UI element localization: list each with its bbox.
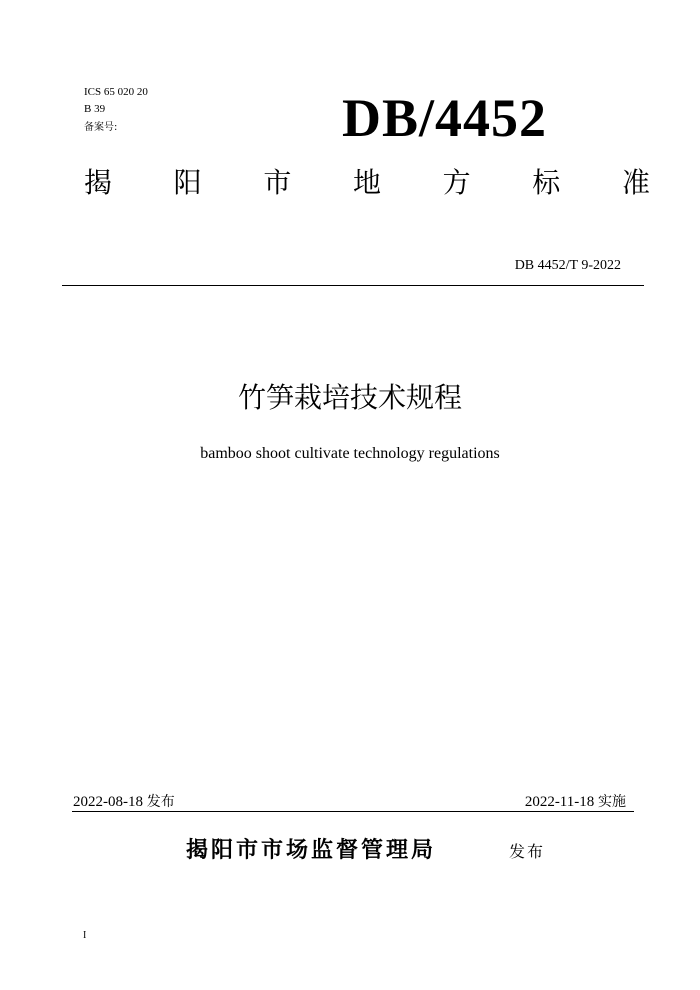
issuer-suffix: 发布 bbox=[509, 842, 546, 861]
issuer-name: 揭阳市市场监督管理局 bbox=[186, 838, 437, 863]
implement-date-value: 2022-11-18 bbox=[524, 794, 595, 810]
standard-type-char: 标 bbox=[532, 166, 561, 199]
standard-type-char: 市 bbox=[263, 166, 292, 199]
page-number: I bbox=[83, 930, 87, 941]
top-divider bbox=[62, 285, 644, 286]
publish-label: 发布 bbox=[146, 794, 175, 810]
standard-type-char: 地 bbox=[352, 166, 381, 199]
bottom-divider bbox=[72, 811, 634, 812]
record-number-label: 备案号: bbox=[84, 122, 118, 133]
title-english: bamboo shoot cultivate technology regulations bbox=[200, 445, 500, 462]
standard-type-heading bbox=[84, 165, 650, 201]
standard-type-char: 方 bbox=[442, 166, 471, 199]
standard-type-char: 阳 bbox=[173, 166, 202, 199]
standard-number: DB 4452/T 9-2022 bbox=[514, 258, 621, 273]
db-code: DB/4452 bbox=[342, 88, 548, 148]
ics-code: ICS 65 020 20 bbox=[84, 86, 148, 98]
standard-type-char: 准 bbox=[621, 166, 650, 199]
publish-date bbox=[73, 791, 175, 811]
ccs-code: B 39 bbox=[84, 103, 106, 115]
implement-date bbox=[525, 791, 626, 811]
implement-label: 实施 bbox=[598, 794, 626, 810]
publish-date-value: 2022-08-18 bbox=[73, 794, 143, 810]
standard-type-char: 揭 bbox=[84, 166, 113, 199]
title-chinese: 竹笋栽培技术规程 bbox=[237, 381, 462, 414]
